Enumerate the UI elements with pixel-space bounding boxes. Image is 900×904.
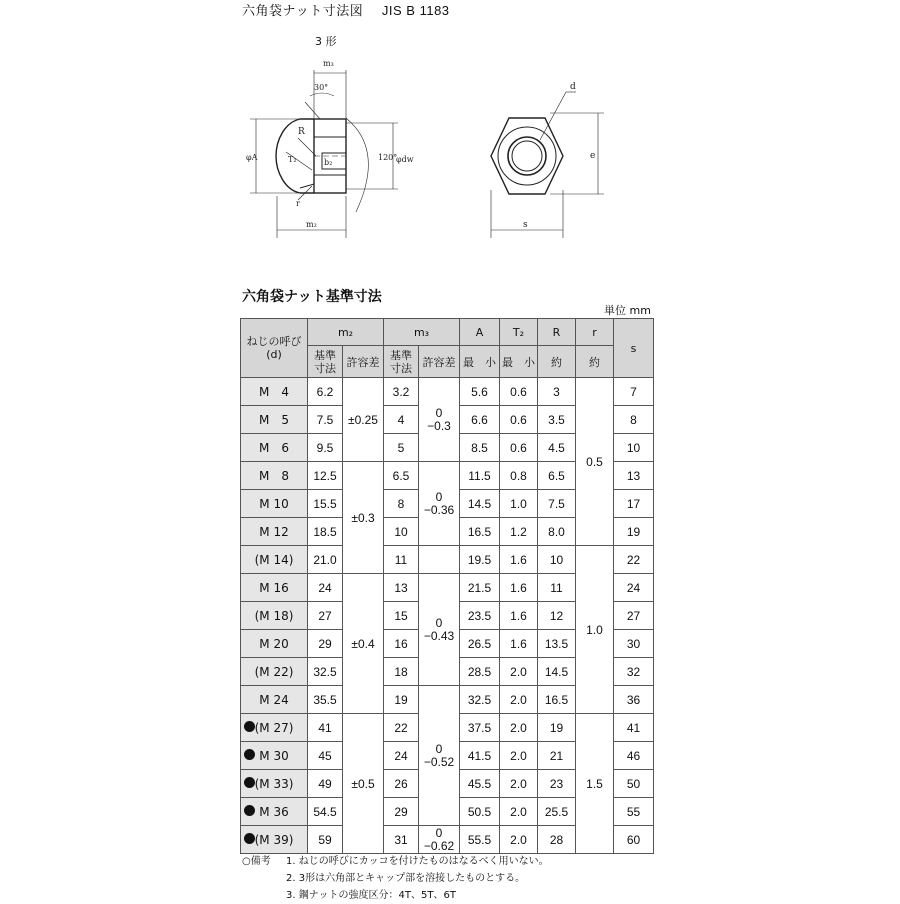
- cell-T2: 2.0: [500, 742, 538, 770]
- cell-m3: 8: [384, 490, 419, 518]
- label-d: d: [570, 82, 576, 92]
- label-30deg: 30°: [314, 83, 329, 92]
- cell-A: 5.6: [460, 378, 500, 406]
- notes-label: ○備考: [242, 856, 271, 867]
- row-name: M 4: [241, 378, 308, 406]
- cell-s: 17: [614, 490, 654, 518]
- label-s: s: [523, 220, 528, 230]
- cell-s: 24: [614, 574, 654, 602]
- cell-R: 3.5: [538, 406, 576, 434]
- row-name: (M 39): [241, 826, 308, 854]
- header-name: [241, 319, 308, 378]
- cell-m3: 26: [384, 770, 419, 798]
- cell-m3: 10: [384, 518, 419, 546]
- row-name: M 36: [241, 798, 308, 826]
- row-name: M 20: [241, 630, 308, 658]
- cell-T2: 2.0: [500, 770, 538, 798]
- cell-R: 13.5: [538, 630, 576, 658]
- label-120deg: 120°: [378, 153, 398, 162]
- cell-s: 19: [614, 518, 654, 546]
- header-A-min: 最 小: [460, 346, 500, 378]
- table-title: 六角袋ナット基準寸法: [242, 289, 382, 305]
- cell-m2: 41: [308, 714, 343, 742]
- cell-m3: 19: [384, 686, 419, 714]
- cell-m3-tol: 0 −0.52: [419, 686, 460, 826]
- header-A: A: [460, 319, 500, 346]
- cell-R: 14.5: [538, 658, 576, 686]
- cell-A: 26.5: [460, 630, 500, 658]
- cell-T2: 0.8: [500, 462, 538, 490]
- cell-T2: 0.6: [500, 378, 538, 406]
- row-name: M 10: [241, 490, 308, 518]
- row-name: (M 27): [241, 714, 308, 742]
- cell-A: 45.5: [460, 770, 500, 798]
- cell-T2: 0.6: [500, 434, 538, 462]
- cell-A: 55.5: [460, 826, 500, 854]
- cell-R: 10: [538, 546, 576, 574]
- header-m3: m₃: [384, 319, 460, 346]
- table-row: [241, 546, 654, 574]
- cell-A: 19.5: [460, 546, 500, 574]
- dimension-table: [240, 318, 654, 854]
- cell-A: 8.5: [460, 434, 500, 462]
- bullet-mark: [244, 805, 255, 816]
- header-m2-base: 基準 寸法: [308, 346, 343, 378]
- cell-m3: 16: [384, 630, 419, 658]
- row-name: M 8: [241, 462, 308, 490]
- cell-A: 6.6: [460, 406, 500, 434]
- cell-m2: 32.5: [308, 658, 343, 686]
- side-view: [250, 70, 398, 238]
- header-T2-min: 最 小: [500, 346, 538, 378]
- header-name-text: ねじの呼び: [246, 335, 302, 348]
- row-name: (M 33): [241, 770, 308, 798]
- cell-R: 21: [538, 742, 576, 770]
- cell-m3: 4: [384, 406, 419, 434]
- cell-m3: 18: [384, 658, 419, 686]
- cell-m3: 6.5: [384, 462, 419, 490]
- cell-s: 22: [614, 546, 654, 574]
- label-b2: b₂: [324, 158, 333, 167]
- row-name: M 12: [241, 518, 308, 546]
- cell-m3-tol: 0 −0.62: [419, 826, 460, 854]
- cell-A: 21.5: [460, 574, 500, 602]
- cell-r: 0.5: [576, 378, 614, 546]
- drawing-title-text: 六角袋ナット寸法図: [242, 4, 364, 19]
- note-item: 3. 鋼ナットの強度区分：4T、5T、6T: [286, 890, 456, 901]
- top-view: [491, 92, 604, 238]
- cell-s: 7: [614, 378, 654, 406]
- header-m3-tol: 許容差: [419, 346, 460, 378]
- row-name: (M 18): [241, 602, 308, 630]
- cell-m2: 12.5: [308, 462, 343, 490]
- cell-R: 16.5: [538, 686, 576, 714]
- cell-m2: 21.0: [308, 546, 343, 574]
- row-name: M 5: [241, 406, 308, 434]
- cell-A: 14.5: [460, 490, 500, 518]
- row-name: (M 22): [241, 658, 308, 686]
- cell-m2-tol: ±0.25: [343, 378, 384, 462]
- cell-R: 3: [538, 378, 576, 406]
- cell-s: 55: [614, 798, 654, 826]
- row-name: M 16: [241, 574, 308, 602]
- header-s: s: [614, 319, 654, 378]
- shape-label: 3 形: [315, 35, 337, 48]
- notes: [242, 853, 549, 904]
- header-R-approx: 約: [538, 346, 576, 378]
- cell-m3: 31: [384, 826, 419, 854]
- cell-m2: 54.5: [308, 798, 343, 826]
- cell-A: 37.5: [460, 714, 500, 742]
- cell-R: 19: [538, 714, 576, 742]
- cell-m2-tol: ±0.4: [343, 574, 384, 714]
- standard-code: JIS B 1183: [381, 3, 450, 18]
- cell-m3: 5: [384, 434, 419, 462]
- row-name: M 6: [241, 434, 308, 462]
- header-m2-tol: 許容差: [343, 346, 384, 378]
- label-e: e: [590, 151, 596, 161]
- cell-s: 10: [614, 434, 654, 462]
- cell-m2-tol: ±0.3: [343, 462, 384, 574]
- label-m3: m₃: [323, 59, 334, 68]
- header-r: r: [576, 319, 614, 346]
- bullet-mark: [244, 833, 255, 844]
- cell-m2: 29: [308, 630, 343, 658]
- header-name-sub: (d): [266, 348, 282, 361]
- cell-m3: 15: [384, 602, 419, 630]
- header-m3-base: 基準 寸法: [384, 346, 419, 378]
- cell-R: 23: [538, 770, 576, 798]
- cell-R: 6.5: [538, 462, 576, 490]
- cell-m2: 15.5: [308, 490, 343, 518]
- cell-m3-tol: 0 −0.3: [419, 378, 460, 462]
- cell-A: 16.5: [460, 518, 500, 546]
- note-item: 2. 3形は六角部とキャップ部を溶接したものとする。: [286, 873, 526, 884]
- header-R: R: [538, 319, 576, 346]
- cell-s: 41: [614, 714, 654, 742]
- cell-m2: 7.5: [308, 406, 343, 434]
- header-r-approx: 約: [576, 346, 614, 378]
- cell-m3: 11: [384, 546, 419, 574]
- cell-T2: 2.0: [500, 798, 538, 826]
- cell-T2: 0.6: [500, 406, 538, 434]
- cell-m2: 49: [308, 770, 343, 798]
- cell-s: 50: [614, 770, 654, 798]
- cell-r: 1.5: [576, 714, 614, 854]
- cell-T2: 1.6: [500, 602, 538, 630]
- cell-m2: 59: [308, 826, 343, 854]
- cell-R: 7.5: [538, 490, 576, 518]
- cell-m3-tol: 0 −0.43: [419, 574, 460, 686]
- cell-m3: 29: [384, 798, 419, 826]
- cell-m2-tol: ±0.5: [343, 714, 384, 854]
- side-view-labels: [246, 59, 414, 229]
- cell-A: 41.5: [460, 742, 500, 770]
- cell-s: 32: [614, 658, 654, 686]
- cell-T2: 1.0: [500, 490, 538, 518]
- cell-m2: 9.5: [308, 434, 343, 462]
- cell-T2: 1.2: [500, 518, 538, 546]
- row-name: M 24: [241, 686, 308, 714]
- cell-R: 4.5: [538, 434, 576, 462]
- cell-s: 13: [614, 462, 654, 490]
- cell-T2: 1.6: [500, 546, 538, 574]
- cell-r: 1.0: [576, 546, 614, 714]
- cell-R: 8.0: [538, 518, 576, 546]
- cell-m2: 27: [308, 602, 343, 630]
- header-m2: m₂: [308, 319, 384, 346]
- cell-A: 32.5: [460, 686, 500, 714]
- cell-A: 50.5: [460, 798, 500, 826]
- cell-m3: 24: [384, 742, 419, 770]
- cell-T2: 2.0: [500, 658, 538, 686]
- label-phiA: φA: [246, 153, 258, 162]
- cell-R: 12: [538, 602, 576, 630]
- cell-A: 11.5: [460, 462, 500, 490]
- cell-T2: 2.0: [500, 714, 538, 742]
- cell-s: 8: [614, 406, 654, 434]
- cell-T2: 1.6: [500, 630, 538, 658]
- cell-m3: 3.2: [384, 378, 419, 406]
- label-T2: T₂: [288, 155, 297, 164]
- label-R: R: [298, 127, 305, 137]
- cell-T2: 1.6: [500, 574, 538, 602]
- label-r: r: [296, 199, 300, 208]
- cell-s: 46: [614, 742, 654, 770]
- cell-T2: 2.0: [500, 686, 538, 714]
- cell-m3-tol: 0 −0.36: [419, 462, 460, 546]
- cell-R: 11: [538, 574, 576, 602]
- nut-drawing: [0, 0, 900, 290]
- cell-m2: 24: [308, 574, 343, 602]
- bullet-mark: [244, 749, 255, 760]
- unit-label: 単位 mm: [604, 304, 651, 317]
- cell-m2: 6.2: [308, 378, 343, 406]
- cell-m3: 13: [384, 574, 419, 602]
- cell-s: 30: [614, 630, 654, 658]
- cell-m3-tol-blank: [419, 546, 460, 574]
- cell-s: 27: [614, 602, 654, 630]
- cell-s: 36: [614, 686, 654, 714]
- cell-T2: 2.0: [500, 826, 538, 854]
- cell-A: 28.5: [460, 658, 500, 686]
- cell-m2: 18.5: [308, 518, 343, 546]
- bullet-mark: [244, 721, 255, 732]
- table-row: [241, 378, 654, 406]
- row-name: (M 14): [241, 546, 308, 574]
- cell-s: 60: [614, 826, 654, 854]
- label-m2: m₂: [306, 220, 317, 229]
- cell-m2: 45: [308, 742, 343, 770]
- cell-m2: 35.5: [308, 686, 343, 714]
- note-item: 1. ねじの呼びにカッコを付けたものはなるべく用いない。: [286, 856, 549, 867]
- cell-R: 25.5: [538, 798, 576, 826]
- bullet-mark: [244, 777, 255, 788]
- cell-R: 28: [538, 826, 576, 854]
- header-T2: T₂: [500, 319, 538, 346]
- cell-m3: 22: [384, 714, 419, 742]
- row-name: M 30: [241, 742, 308, 770]
- cell-A: 23.5: [460, 602, 500, 630]
- label-phidw: φdw: [396, 155, 414, 164]
